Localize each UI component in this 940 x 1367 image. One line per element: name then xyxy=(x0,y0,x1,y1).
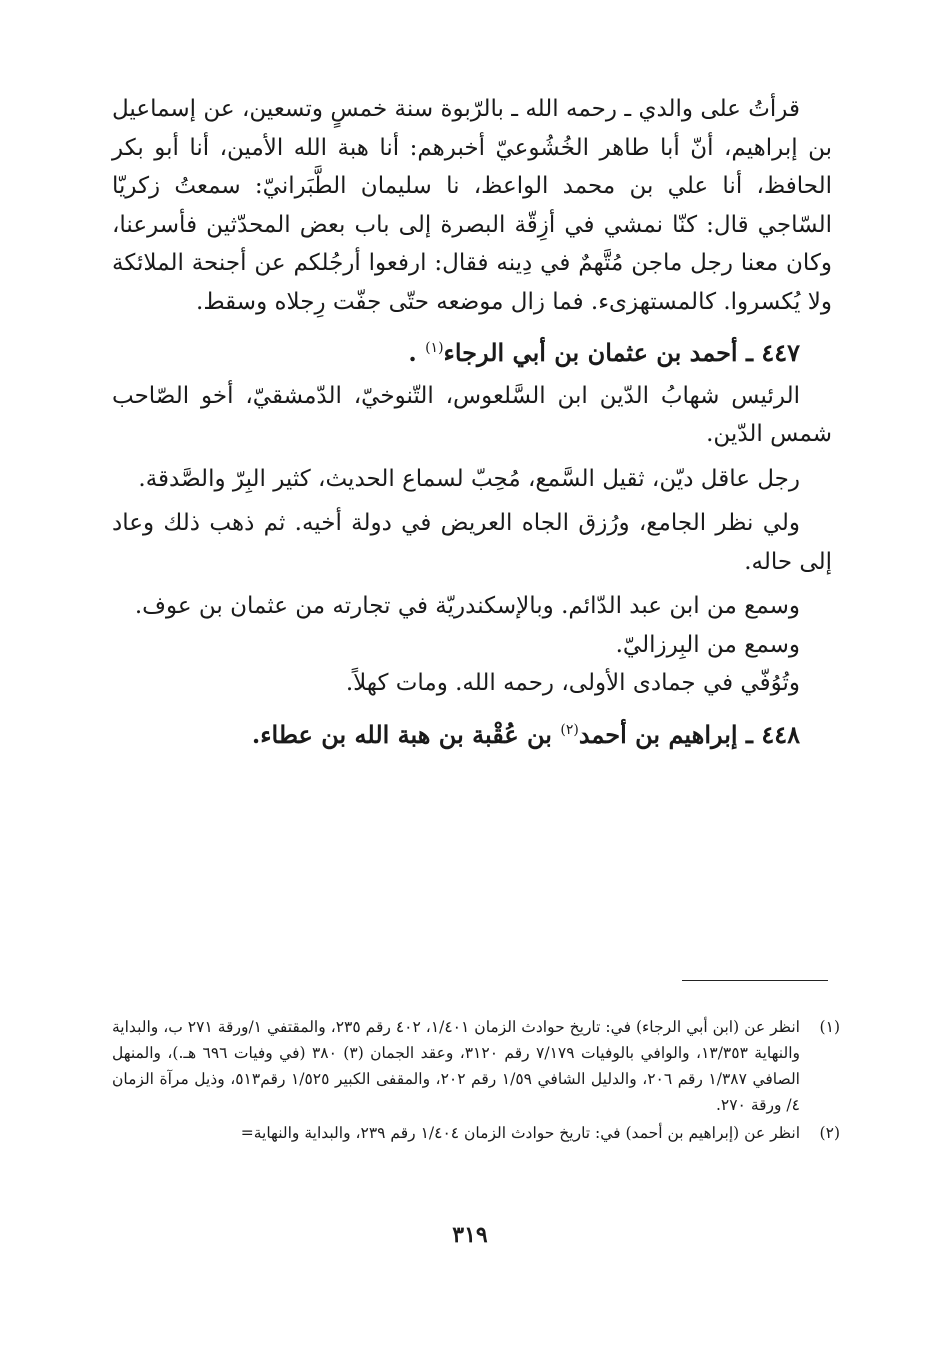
main-text xyxy=(112,90,832,758)
entry-447-heading xyxy=(112,329,832,373)
footnote-divider xyxy=(682,980,828,981)
footnote-number: (١) xyxy=(819,1018,840,1036)
entry-448-heading xyxy=(112,711,832,755)
footnote-number: (٢) xyxy=(819,1124,840,1142)
entry-448-title-b: بن عُقْبة بن هبة الله بن عطاء. xyxy=(251,719,561,749)
paragraph-hearing-2: وسمع من البِرزاليّ. xyxy=(615,631,800,658)
footnotes xyxy=(112,1014,840,1148)
entry-448-title-a: ٤٤٨ ـ إبراهيم بن أحمد xyxy=(578,719,800,749)
footnote-2 xyxy=(112,1120,840,1146)
paragraph-description: رجل عاقل ديّن، ثقيل السَّمع، مُحِبّ لسماع الحديث، كثير البِرّ والصَّدقة. xyxy=(138,465,800,492)
paragraph-hearing: وسمع من ابن عبد الدّائم. وبالإسكندريّة في تجارته من عثمان بن عوف. xyxy=(134,593,800,619)
entry-447-end: . xyxy=(408,338,426,367)
footnote-text: انظر عن (إبراهيم بن أحمد) في: تاريخ حوادث الزمان ١/٤٠٤ رقم ٢٣٩، والبداية والنهاية= xyxy=(240,1124,800,1142)
paragraph-career: ولي نظر الجامع، ورُزق الجاه العريض في دولة أخيه. ثم ذهب ذلك وعاد إلى حاله. xyxy=(112,510,832,575)
entry-447-title: ٤٤٧ ـ أحمد بن عثمان بن أبي الرجاء xyxy=(443,338,800,367)
paragraph-death: وتُوُفّي في جمادى الأولى، رحمه الله. ومات كهلاً. xyxy=(345,670,800,696)
footnote-1 xyxy=(112,1014,840,1118)
paragraph-narration: قرأتُ على والدي ـ رحمه الله ـ بالرّبوة سنة خمسٍ وتسعين، عن إسماعيل بن إبراهيم، أنّ أبا طاهر الخُشُوعيّ أخبرهم: أنا هبة الله الأمين، أنا أبو بكر الحافظ، أنا علي بن محمد الواعظ، نا سليمان الطَّبَرانيّ: سمعتُ زكريّا السّاجي قال: كنّا نمشي في أزِقّة البصرة إلى باب بعض المحدّثين فأسرعنا، وكان معنا رجل ماجن مُتَّهمٌ في دِينه فقال: ارفعوا أرجُلكم عن أجنحة الملائكة ولا يُكسروا. كالمستهزىء. فما زال موضعه حتّى جفّت رِجلاه وسقط. xyxy=(112,96,832,315)
footnote-text: انظر عن (ابن أبي الرجاء) في: تاريخ حوادث الزمان ١/٤٠١، ٤٠٢ رقم ٢٣٥، والمقتفي ١/ورقة ٢٧١ ب، والبداية والنهاية ١٣/٣٥٣، والوافي بالوفيات ٧/١٧٩ رقم ٣١٢٠، وعقد الجمان (٣) ٣٨٠ (في وفيات ٦٩٦ هـ.)، والمنهل الصافي ١/٣٨٧ رقم ٢٠٦، والدليل الشافي ١/٥٩ رقم ٢٠٢، والمقفى الكبير ١/٥٢٥ رقم٥١٣، وذيل مرآة الزمان ٤/ ورقة ٢٧٠. xyxy=(112,1018,800,1114)
footnote-ref-1: (١) xyxy=(425,340,444,356)
footnote-ref-2: (٢) xyxy=(560,721,579,738)
page-number: ٣١٩ xyxy=(452,1222,488,1248)
paragraph-title: الرئيس شهابُ الدّين ابن السَّلعوس، التّنوخيّ، الدّمشقيّ، أخو الصّاحب شمس الدّين. xyxy=(112,382,832,447)
